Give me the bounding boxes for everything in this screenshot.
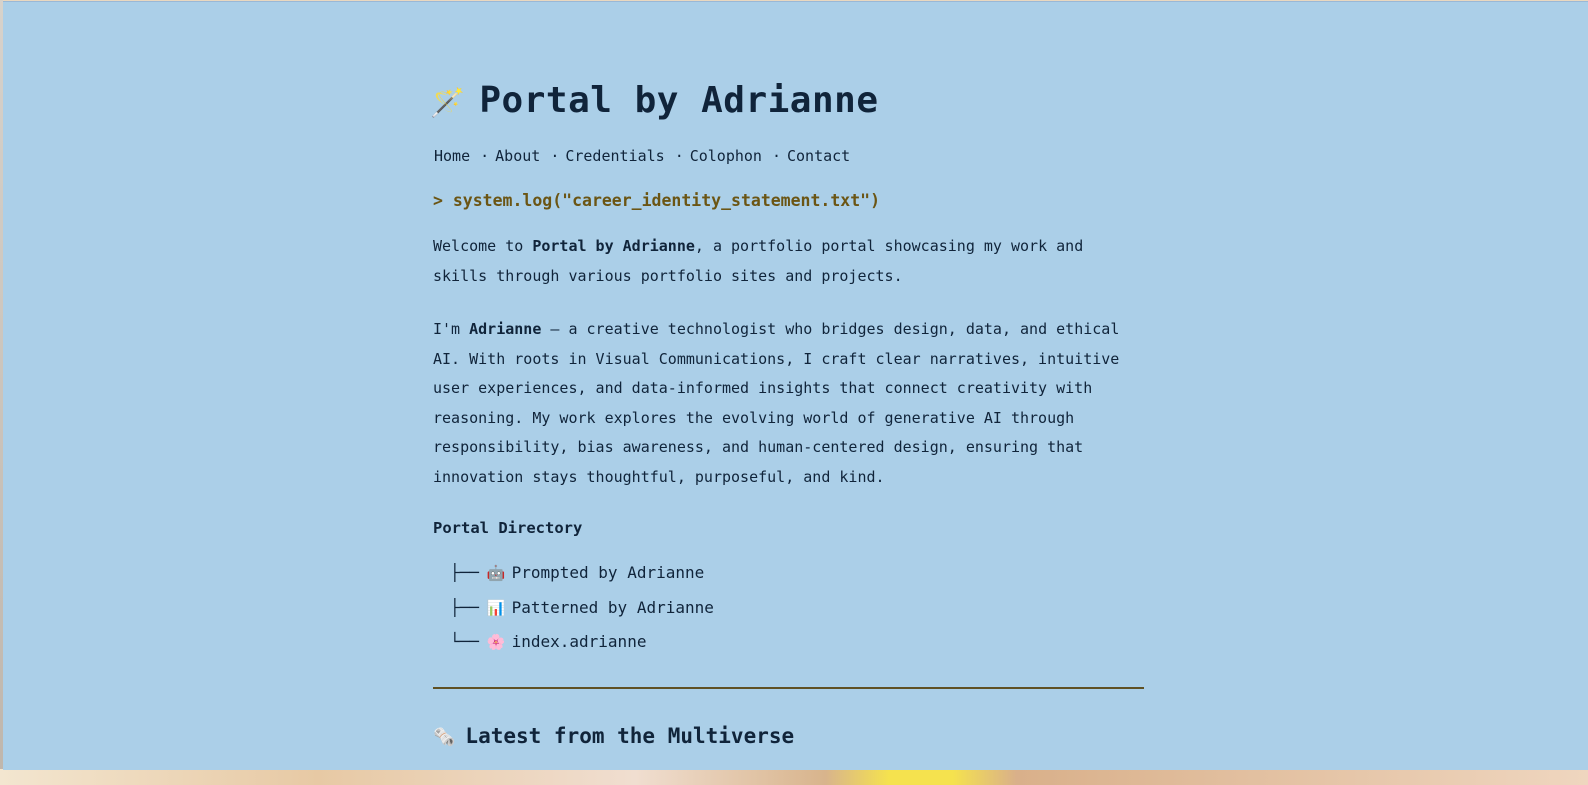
tree-branch: └── [450,632,479,651]
directory-item-label[interactable]: Prompted by Adrianne [511,563,705,582]
intro-text: , a portfolio portal showcasing my work and skills through various portfolio sites and projects. [433,237,1084,285]
nav-separator: · [771,147,781,165]
nav-about[interactable]: About [495,147,541,165]
latest-heading-text: Latest from the Multiverse [465,724,795,748]
intro-paragraph [433,232,1145,291]
nav-separator: · [550,147,560,165]
bar-chart-icon: 📊 [486,598,506,617]
main-nav [434,147,850,165]
directory-item-index[interactable] [450,632,714,667]
directory-item-label[interactable]: Patterned by Adrianne [511,597,714,617]
directory-item-label[interactable]: index.adrianne [511,632,647,651]
bio-paragraph [433,315,1145,492]
robot-icon: 🤖 [486,564,506,582]
cherry-blossom-icon: 🌸 [486,633,506,651]
page [3,1,1588,770]
intro-bold-text: Portal by Adrianne [532,237,695,255]
newspaper-icon: 🗞️ [433,727,456,748]
tree-branch: ├── [450,597,479,617]
nav-home[interactable]: Home [434,147,471,165]
bio-text: I'm [433,320,470,338]
nav-separator: · [674,147,684,165]
intro-text: Welcome to [433,237,533,255]
directory-item-prompted[interactable] [450,563,714,598]
nav-separator: · [480,147,490,165]
nav-colophon[interactable]: Colophon [689,147,762,165]
bio-bold-text: Adrianne [469,320,542,338]
bio-text: — a creative technologist who bridges design, data, and ethical AI. With roots in Visual Communications, I craft clear narratives, intuitive user experiences, and data-informed insights that connect creativity with reasoning. My work explores the evolving world of generative AI through responsibility, bias awareness, and human-centered design, ensuring that innovation stays thoughtful, purposeful, and kind. [433,320,1120,486]
page-title-text: Portal by Adrianne [479,80,879,121]
directory-list [450,563,714,667]
nav-credentials[interactable]: Credentials [565,147,665,165]
background-image-strip [0,769,1588,785]
page-title [430,80,879,121]
tree-branch: ├── [450,563,479,582]
section-divider [433,687,1144,689]
nav-contact[interactable]: Contact [787,147,851,165]
system-log-command: > system.log("career_identity_statement.txt") [433,191,881,210]
magic-wand-icon: 🪄 [430,86,466,119]
directory-item-patterned[interactable] [450,598,714,633]
latest-heading [433,724,794,748]
directory-title: Portal Directory [433,519,583,537]
